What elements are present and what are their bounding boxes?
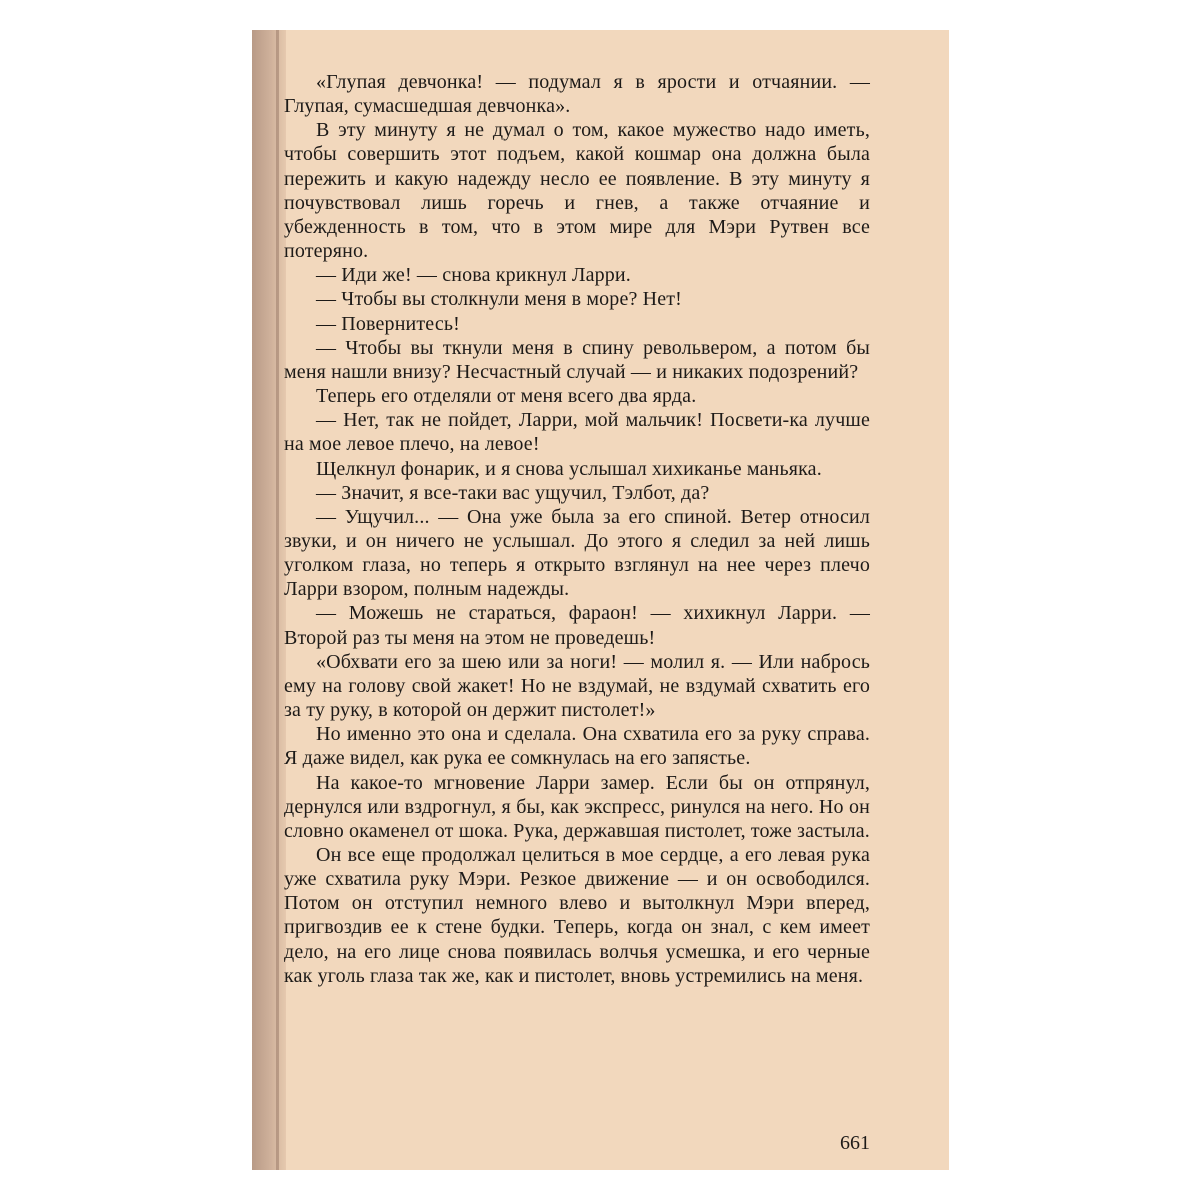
paragraph: «Обхвати его за шею или за ноги! — молил я. — Или набрось ему на голову свой жакет! Но не вздумай, не вздумай схватить его за ту руку, в которой он держит пистолет!» [284, 650, 870, 722]
paragraph: — Можешь не стараться, фараон! — хихикнул Ларри. — Второй раз ты меня на этом не проведешь! [284, 602, 870, 649]
paragraph: Теперь его отделяли от меня всего два ярда. [316, 385, 697, 408]
spine-crease [276, 30, 279, 1170]
paragraph: — Ущучил... — Она уже была за его спиной. Ветер относил звуки, и он ничего не услышал. До этого я следил за ней лишь уголком глаза, но теперь я открыто взглянул на нее через плечо Ларри взором, полным надежды. [284, 505, 870, 601]
paragraph: — Нет, так не пойдет, Ларри, мой мальчик! Посвети-ка лучше на мое левое плечо, на левое! [284, 409, 870, 456]
paragraph: — Повернитесь! [316, 312, 460, 335]
paragraph: На какое-то мгновение Ларри замер. Если бы он отпрянул, дернулся или вздрогнул, я бы, как экспресс, ринулся на него. Но он словно окаменел от шока. Рука, державшая пистолет, тоже застыла. [284, 771, 870, 842]
paragraph: В эту минуту я не думал о том, какое мужество надо иметь, чтобы совершить этот подъем, какой кошмар она должна была пережить и какую надежду несло ее появление. В эту минуту я почувствовал лишь горечь и гнев, а также отчаяние и убежденность в том, что в этом мире для Мэри Рутвен все потеряно. [284, 119, 870, 263]
paragraph: «Глупая девчонка! — подумал я в ярости и отчаянии. — Глупая, сумасшедшая девчонка». [284, 71, 870, 118]
paragraph: — Значит, я все-таки вас ущучил, Тэлбот, да? [316, 481, 710, 504]
paragraph: — Иди же! — снова крикнул Ларри. [316, 264, 631, 287]
paragraph: — Чтобы вы ткнули меня в спину револьвером, а потом бы меня нашли внизу? Несчастный случай — и никаких подозрений? [284, 336, 870, 383]
paragraph: Но именно это она и сделала. Она схватила его за руку справа. Я даже видел, как рука ее сомкнулась на его запястье. [284, 723, 870, 770]
page-number: 661 [840, 1132, 870, 1154]
paragraph: Он все еще продолжал целиться в мое сердце, а его левая рука уже схватила руку Мэри. Резкое движение — и он освободился. Потом он отступил немного влево и вытолкнул Мэри вперед, пригвоздив ее к стене будки. Теперь, когда он знал, с кем имеет дело, на его лице снова появилась волчья усмешка, и его черные как уголь глаза так же, как и пистолет, вновь устремились на меня. [284, 844, 870, 987]
paragraph: Щелкнул фонарик, и я снова услышал хихиканье маньяка. [316, 457, 822, 480]
paragraph: — Чтобы вы столкнули меня в море? Нет! [316, 288, 682, 311]
page-text [284, 70, 870, 988]
spine-shadow [252, 30, 286, 1170]
book-page [252, 30, 949, 1170]
